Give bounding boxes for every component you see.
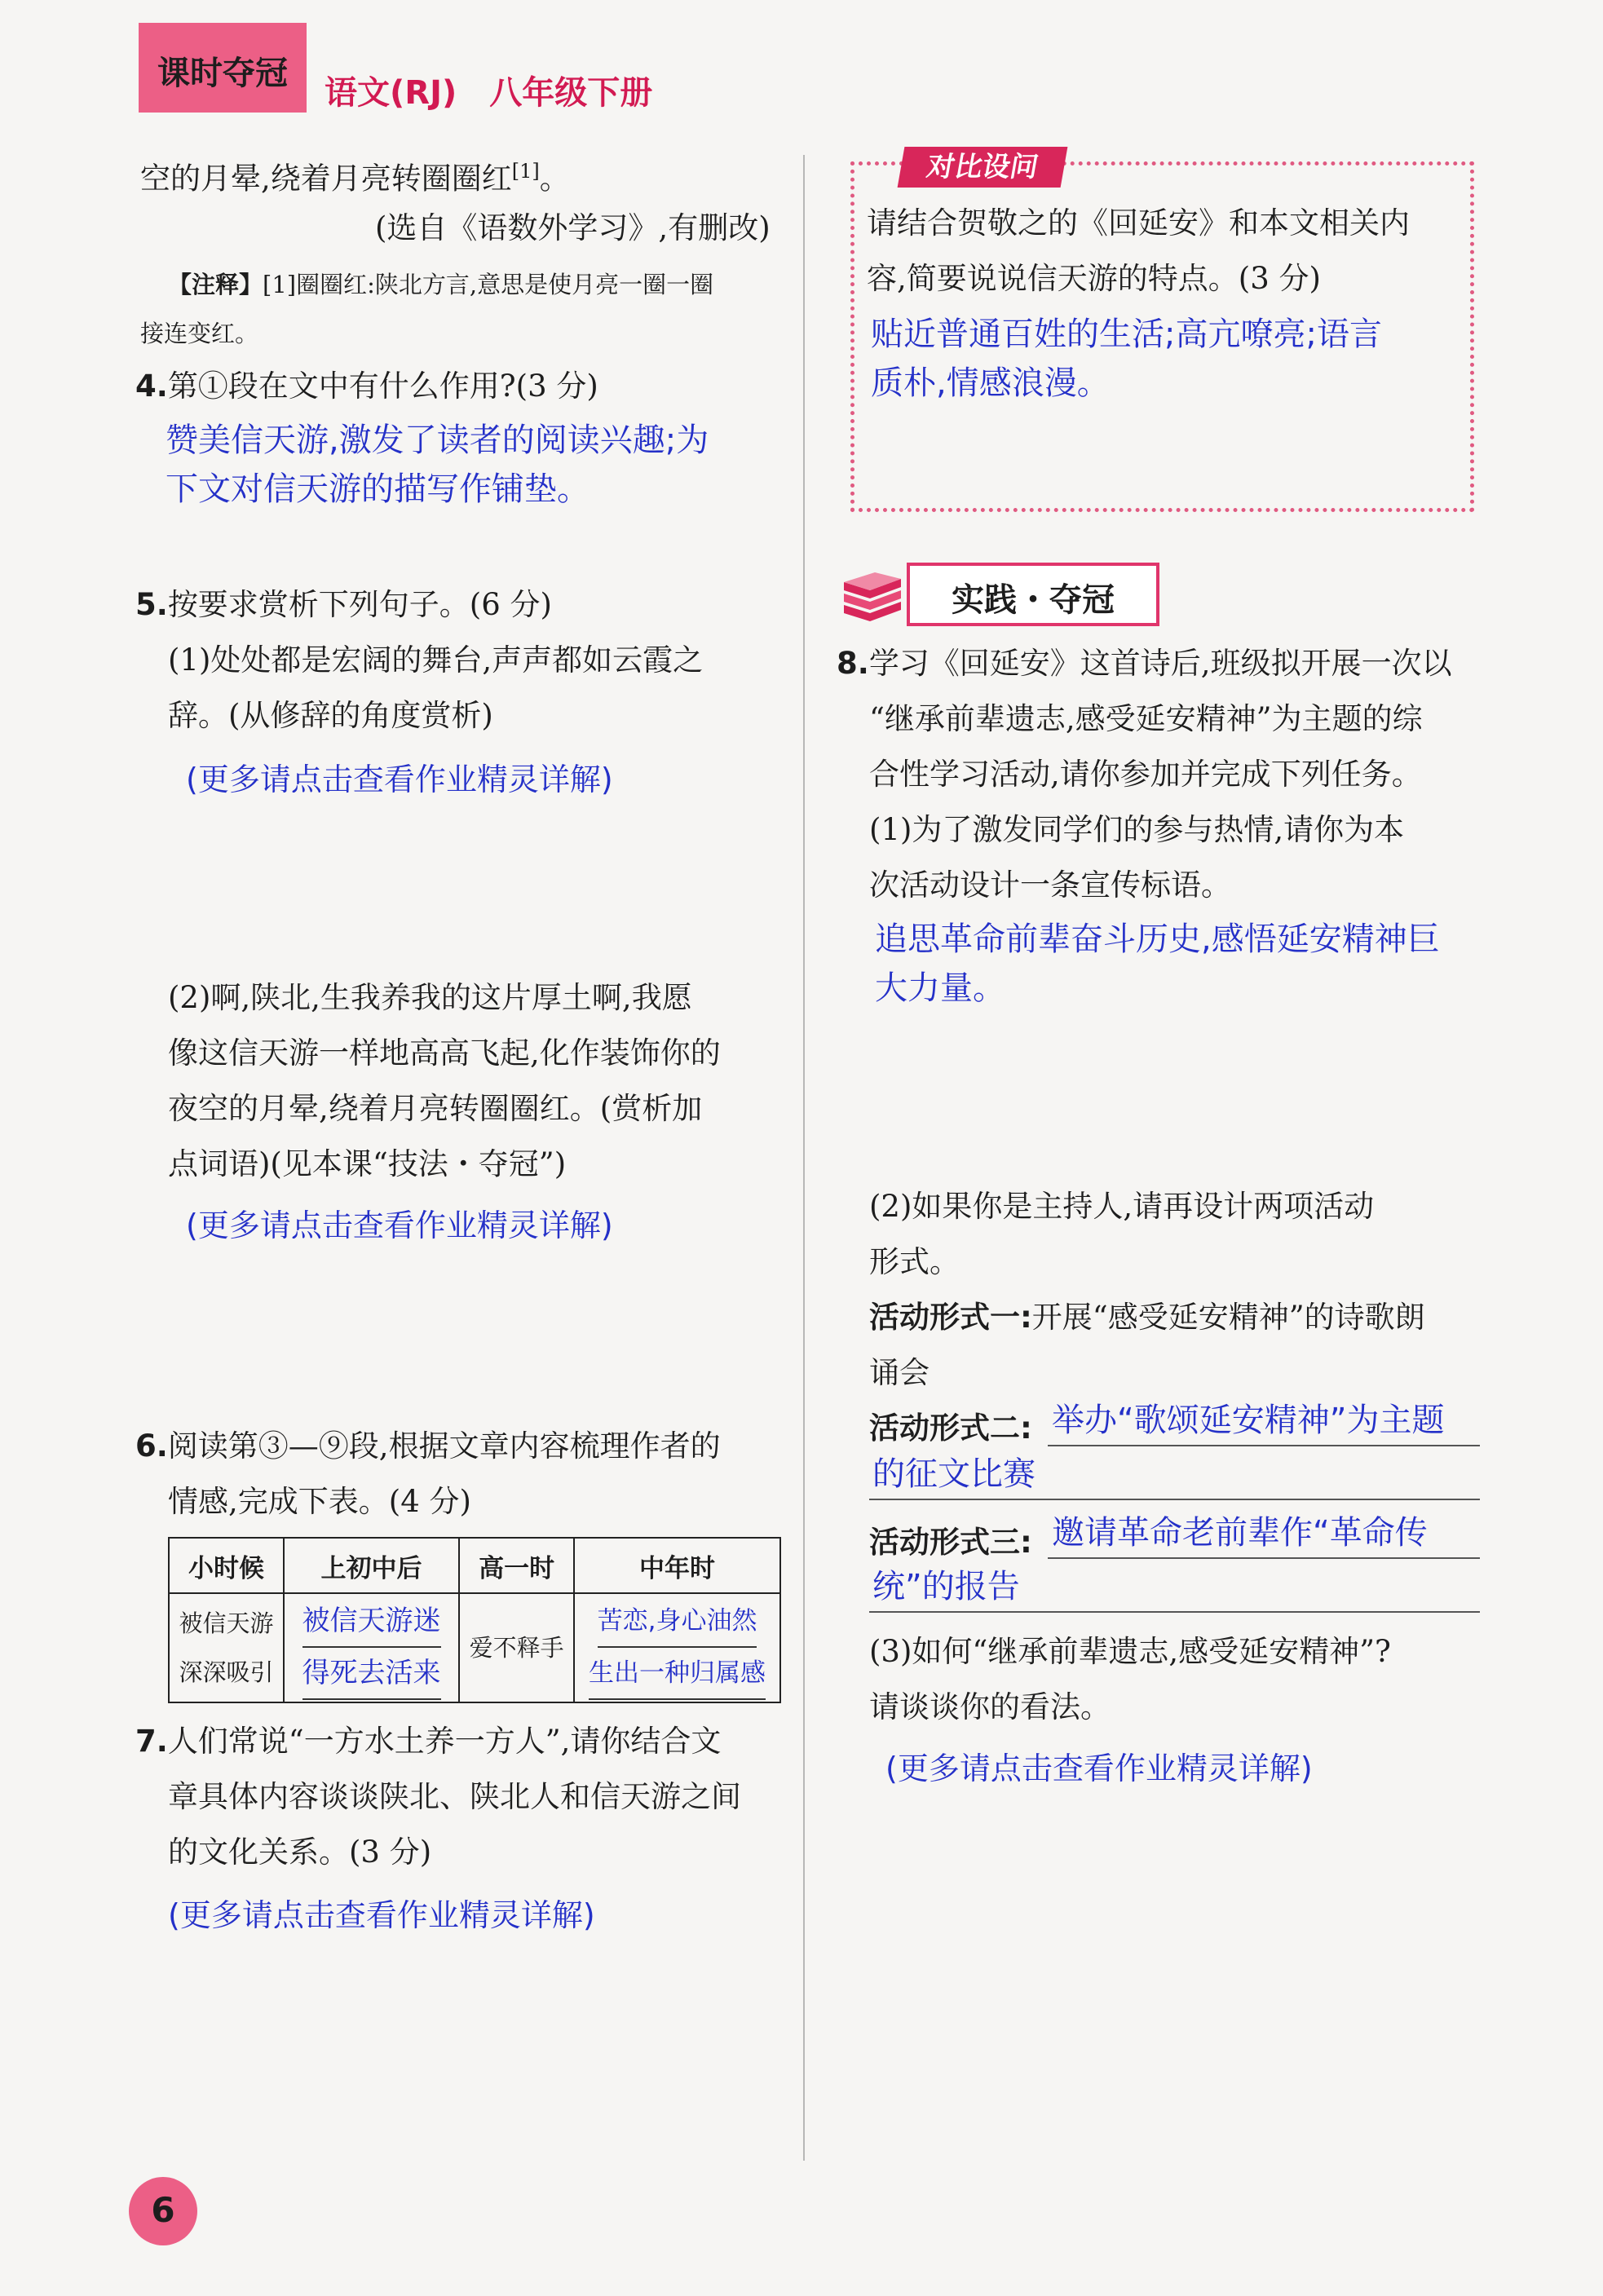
table-cell: 爱不释手: [459, 1593, 574, 1702]
q5-2-line-2: 像这信天游一样地高高飞起,化作装饰你的: [168, 1035, 721, 1071]
activity-form-2-answer-1: 举办“歌颂延安精神”为主题: [1052, 1402, 1445, 1439]
activity-form-3-label: 活动形式三:: [869, 1525, 1032, 1560]
table-header-row: [169, 1538, 780, 1593]
activity-form-2-label: 活动形式二:: [869, 1411, 1032, 1446]
cell-line: 被信天游: [179, 1609, 274, 1637]
question-number: 4.: [135, 369, 168, 404]
footnote-mark: [1]: [511, 160, 540, 183]
cell-line: 得死去活来: [302, 1648, 441, 1700]
passage-end-line: [140, 144, 570, 206]
footnote-text-2: 接连变红。: [140, 320, 259, 347]
form-text: 开展“感受延安精神”的诗歌朗: [1031, 1300, 1425, 1335]
header-subject: 语文(RJ) 八年级下册: [325, 74, 653, 112]
more-details-link[interactable]: (更多请点击查看作业精灵详解): [168, 1897, 595, 1933]
activity-form-1-line-2: 诵会: [869, 1355, 930, 1390]
footnote: [168, 259, 713, 310]
activity-form-2-answer-2: 的征文比赛: [872, 1455, 1036, 1493]
more-details-link[interactable]: (更多请点击查看作业精灵详解): [186, 1208, 613, 1243]
more-details-link[interactable]: (更多请点击查看作业精灵详解): [885, 1751, 1313, 1786]
q8-2-line-1: (2)如果你是主持人,请再设计两项活动: [869, 1189, 1375, 1224]
question-number: 6.: [135, 1428, 168, 1464]
compare-question-tag: 对比设问: [898, 147, 1068, 188]
answer-underline: [869, 1611, 1480, 1613]
question-number: 5.: [135, 587, 168, 622]
activity-form-3-answer-2: 统”的报告: [872, 1568, 1020, 1605]
question-6: [135, 1419, 721, 1474]
q5-1-line-2: 辞。(从修辞的角度赏析): [168, 698, 493, 733]
q8-1-line-1: (1)为了激发同学们的参与热情,请你为本: [869, 812, 1405, 847]
q5-2-line-4: 点词语)(见本课“技法・夺冠”): [168, 1146, 567, 1181]
compare-answer-line-1: 贴近普通百姓的生活;高亢嘹亮;语言: [871, 316, 1382, 353]
question-text: 人们常说“一方水土养一方人”,请你结合文: [167, 1724, 722, 1759]
answer-underline: [1048, 1557, 1480, 1559]
table-header: 中年时: [574, 1538, 780, 1593]
cell-line: 苦恋,身心油然: [598, 1596, 757, 1648]
q6-line-2: 情感,完成下表。(4 分): [168, 1484, 471, 1519]
cell-line: 被信天游迷: [302, 1596, 441, 1648]
q5-2-line-3: 夜空的月晕,绕着月亮转圈圈红。(赏析加: [168, 1091, 703, 1126]
table-header: 高一时: [459, 1538, 574, 1593]
activity-form-3-answer-1: 邀请革命老前辈作“革命传: [1052, 1514, 1428, 1552]
table-header: 小时候: [169, 1538, 284, 1593]
form-label: 活动形式一:: [869, 1300, 1032, 1335]
footnote-label: 【注释】: [168, 271, 263, 298]
practice-section-title: [907, 563, 1159, 626]
question-number: 7.: [135, 1724, 168, 1759]
cell-line: 生出一种归属感: [589, 1648, 766, 1700]
practice-title-text: 实践・夺冠: [952, 581, 1115, 619]
answer-underline: [1048, 1445, 1480, 1446]
q4-answer-line-2: 下文对信天游的描写作铺垫。: [166, 470, 590, 508]
question-4: [135, 359, 598, 414]
question-number: 8.: [837, 646, 869, 681]
emotion-table: [168, 1537, 781, 1703]
page-number-badge: [129, 2177, 197, 2245]
question-text: 阅读第③—⑨段,根据文章内容梳理作者的: [167, 1428, 721, 1464]
passage-text: 空的月晕,绕着月亮转圈圈红: [140, 161, 512, 196]
q8-1-line-2: 次活动设计一条宣传标语。: [869, 868, 1231, 903]
question-7: [135, 1714, 721, 1769]
page-number: 6: [151, 2190, 175, 2230]
more-details-link[interactable]: (更多请点击查看作业精灵详解): [186, 762, 613, 797]
table-cell-answer: [574, 1593, 780, 1702]
q5-2-line-1: (2)啊,陕北,生我养我的这片厚土啊,我愿: [168, 980, 692, 1015]
q7-line-3: 的文化关系。(3 分): [168, 1835, 432, 1870]
q8-2-line-2: 形式。: [869, 1244, 960, 1279]
q8-line-3: 合性学习活动,请你参加并完成下列任务。: [869, 757, 1422, 792]
table-row: [169, 1593, 780, 1702]
activity-form-1: [869, 1290, 1425, 1345]
compare-question-line-2: 容,简要说说信天游的特点。(3 分): [867, 261, 1321, 296]
q7-line-2: 章具体内容谈谈陕北、陕北人和信天游之间: [168, 1779, 741, 1814]
question-text: 第①段在文中有什么作用?(3 分): [167, 369, 598, 404]
compare-answer-line-2: 质朴,情感浪漫。: [871, 364, 1110, 402]
q5-1-line-1: (1)处处都是宏阔的舞台,声声都如云霞之: [168, 642, 704, 678]
column-divider: [803, 155, 805, 2161]
q8-3-line-1: (3)如何“继承前辈遗志,感受延安精神”?: [869, 1634, 1391, 1669]
header-series-tab: [139, 23, 307, 113]
q8-line-2: “继承前辈遗志,感受延安精神”为主题的综: [869, 701, 1423, 736]
answer-underline: [869, 1499, 1480, 1500]
footnote-text: [1]圈圈红:陕北方言,意思是使月亮一圈一圈: [263, 271, 714, 298]
table-header: 上初中后: [284, 1538, 459, 1593]
header-series: 课时夺冠: [157, 55, 288, 92]
question-text: 学习《回延安》这首诗后,班级拟开展一次以: [868, 646, 1452, 681]
compare-question-line-1: 请结合贺敬之的《回延安》和本文相关内: [867, 205, 1410, 241]
cell-line: 深深吸引: [179, 1658, 274, 1686]
q8-1-answer-line-1: 追思革命前辈奋斗历史,感悟延安精神巨: [875, 921, 1440, 958]
q8-3-line-2: 请谈谈你的看法。: [869, 1689, 1111, 1724]
table-cell: [169, 1593, 284, 1702]
passage-source: (选自《语数外学习》,有删改): [375, 210, 771, 245]
question-8: [837, 636, 1452, 691]
question-text: 按要求赏析下列句子。(6 分): [167, 587, 552, 622]
q4-answer-line-1: 赞美信天游,激发了读者的阅读兴趣;为: [166, 422, 709, 459]
q8-1-answer-line-2: 大力量。: [875, 969, 1005, 1007]
passage-period: 。: [539, 161, 570, 196]
books-icon: [837, 563, 907, 626]
question-5: [135, 577, 552, 633]
table-cell-answer: [284, 1593, 459, 1702]
